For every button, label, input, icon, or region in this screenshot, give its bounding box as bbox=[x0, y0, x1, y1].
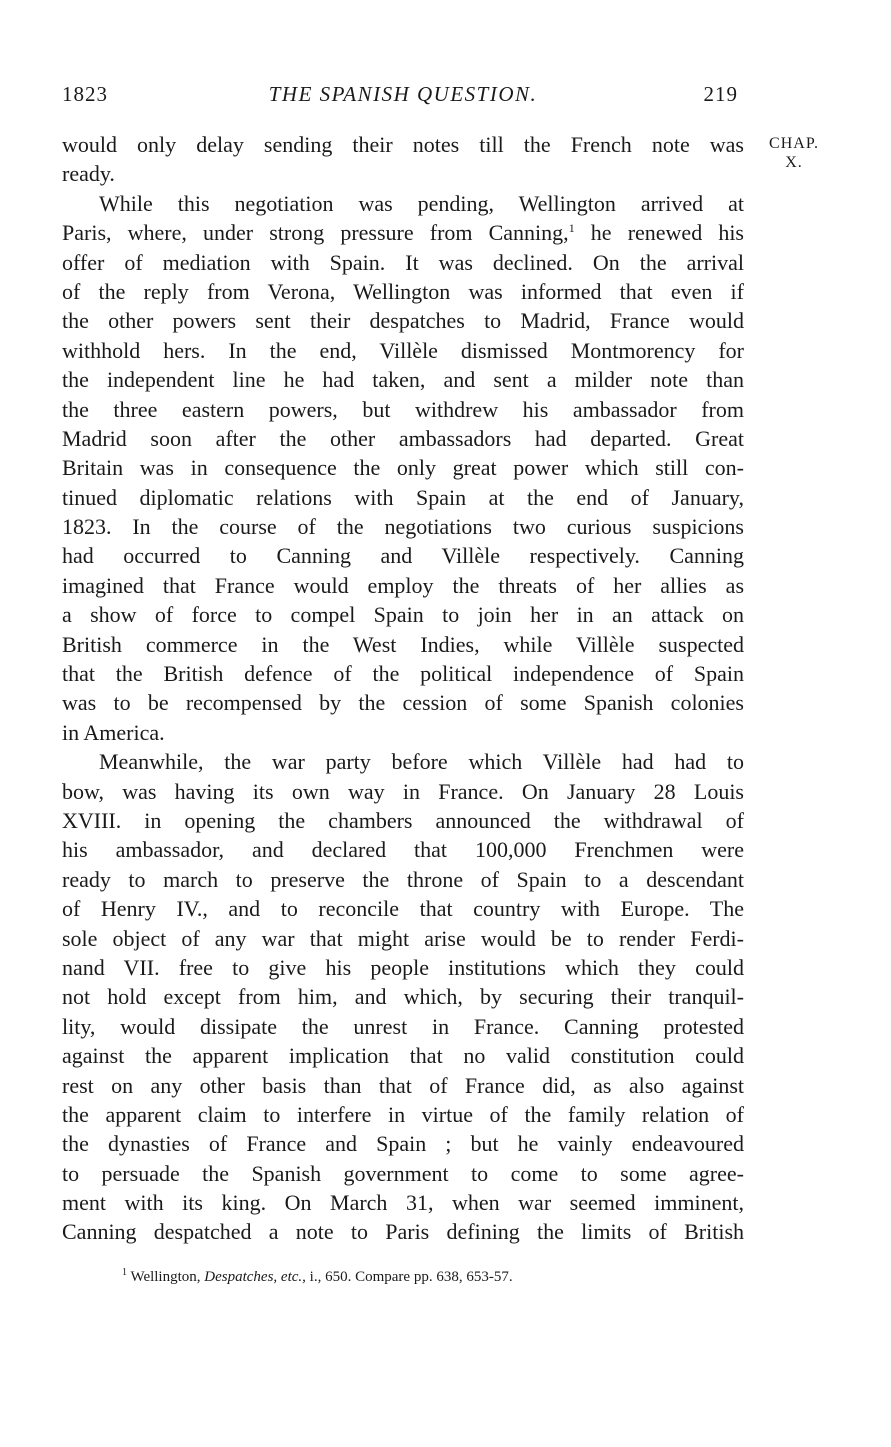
text-line: Canning despatched a note to Paris defining the limits of British bbox=[62, 1219, 744, 1245]
text-line bbox=[62, 218, 744, 247]
text-line: withhold hers. In the end, Villèle dismissed Montmorency for bbox=[62, 337, 744, 363]
text-line: sole object of any war that might arise would be to render Ferdi- bbox=[62, 925, 744, 951]
text-line: lity, would dissipate the unrest in France. Canning protested bbox=[62, 1013, 744, 1039]
text-line: a show of force to compel Spain to join her in an attack on bbox=[62, 602, 744, 628]
running-header bbox=[62, 82, 744, 110]
body-text bbox=[62, 130, 744, 1247]
page-number: 219 bbox=[703, 82, 738, 106]
text-line: that the British defence of the political independence of Spain bbox=[62, 661, 744, 687]
text-line: the independent line he had taken, and sent a milder note than bbox=[62, 367, 744, 393]
text-line: in America. bbox=[62, 719, 165, 745]
text-line: tinued diplomatic relations with Spain at the end of January, bbox=[62, 484, 744, 510]
text-line: British commerce in the West Indies, while Villèle suspected bbox=[62, 631, 744, 657]
text-line: the other powers sent their despatches to Madrid, France would bbox=[62, 308, 744, 334]
footnote bbox=[122, 1269, 742, 1286]
footnote-work: Despatches, etc., bbox=[204, 1269, 306, 1285]
footnote-ref: 1 bbox=[568, 221, 575, 236]
text-line: XVIII. in opening the chambers announced the withdrawal of bbox=[62, 807, 744, 833]
header-year: 1823 bbox=[62, 82, 108, 106]
text-line: imagined that France would employ the threats of her allies as bbox=[62, 572, 744, 598]
text-line: ready. bbox=[62, 161, 115, 187]
text-line: Meanwhile, the war party before which Villèle had had to bbox=[99, 749, 744, 775]
text-line: of Henry IV., and to reconcile that country with Europe. The bbox=[62, 896, 744, 922]
text-line-part: Paris, where, under strong pressure from Canning, bbox=[62, 220, 569, 246]
text-line: Madrid soon after the other ambassadors had departed. Great bbox=[62, 425, 744, 451]
text-line: was to be recompensed by the cession of some Spanish colonies bbox=[62, 690, 744, 716]
text-line: nand VII. free to give his people institutions which they could bbox=[62, 954, 744, 980]
text-line-part: he renewed his bbox=[574, 220, 744, 246]
text-line: 1823. In the course of the negotiations two curious suspicions bbox=[62, 514, 744, 540]
chapter-margin-note bbox=[758, 134, 830, 172]
text-line: Britain was in consequence the only great power which still con- bbox=[62, 455, 744, 481]
chapter-label: CHAP. bbox=[769, 135, 819, 152]
text-line: the three eastern powers, but withdrew his ambassador from bbox=[62, 396, 744, 422]
footnote-reference: i., 650. Compare pp. 638, 653-57. bbox=[309, 1269, 513, 1285]
text-line: bow, was having its own way in France. On January 28 Louis bbox=[62, 778, 744, 804]
text-line: the apparent claim to interfere in virtue of the family relation of bbox=[62, 1101, 744, 1127]
text-line: would only delay sending their notes till the French note was bbox=[62, 132, 744, 157]
text-line: not hold except from him, and which, by securing their tranquil- bbox=[62, 984, 744, 1010]
text-line: offer of mediation with Spain. It was declined. On the arrival bbox=[62, 249, 744, 275]
text-line: ment with its king. On March 31, when war seemed imminent, bbox=[62, 1190, 744, 1216]
footnote-marker: 1 bbox=[122, 1267, 127, 1278]
text-line: While this negotiation was pending, Wellington arrived at bbox=[99, 190, 744, 216]
text-line: rest on any other basis than that of France did, as also against bbox=[62, 1072, 744, 1098]
header-title: THE SPANISH QUESTION. bbox=[268, 82, 538, 106]
text-line: the dynasties of France and Spain ; but he vainly endeavoured bbox=[62, 1131, 744, 1157]
chapter-number: X. bbox=[785, 154, 803, 171]
text-line: had occurred to Canning and Villèle respectively. Canning bbox=[62, 543, 744, 569]
text-line: ready to march to preserve the throne of Spain to a descendant bbox=[62, 866, 744, 892]
text-line: against the apparent implication that no valid constitution could bbox=[62, 1043, 744, 1069]
text-line: of the reply from Verona, Wellington was informed that even if bbox=[62, 278, 744, 304]
footnote-author: Wellington, bbox=[130, 1269, 201, 1285]
text-line: to persuade the Spanish government to come to some agree- bbox=[62, 1160, 744, 1186]
text-line: his ambassador, and declared that 100,000 Frenchmen were bbox=[62, 837, 744, 863]
